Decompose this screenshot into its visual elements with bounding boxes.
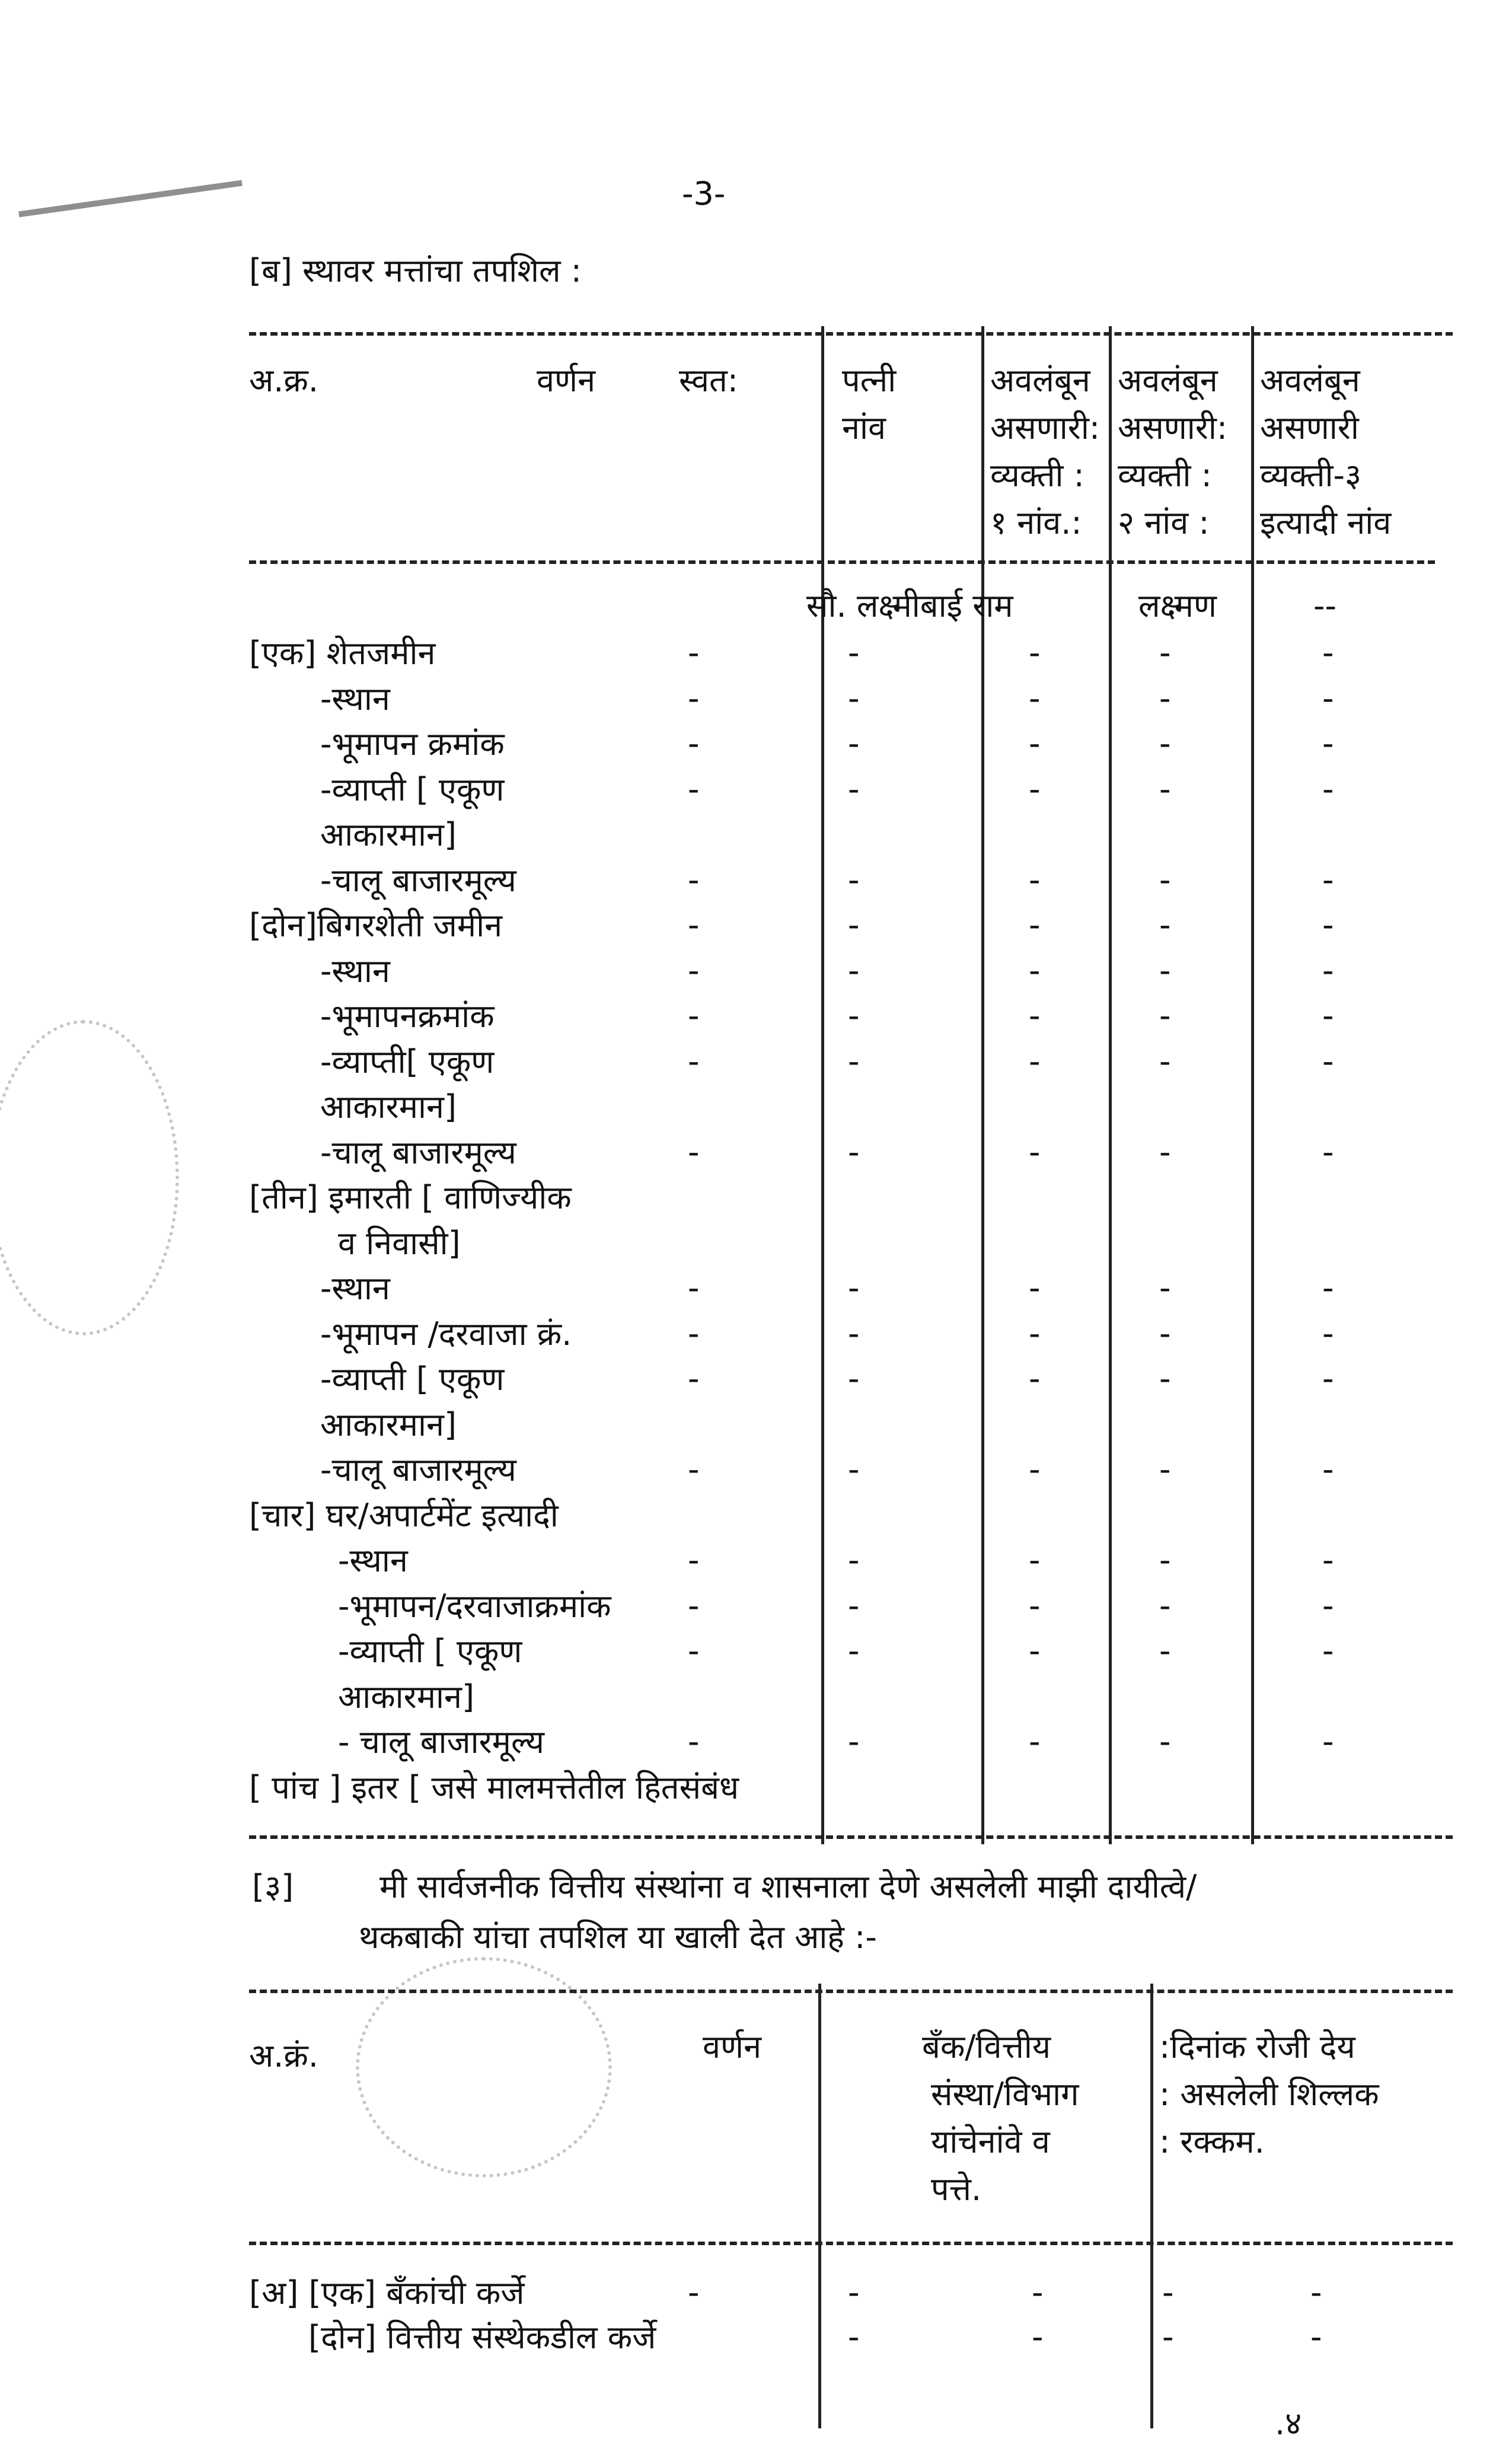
liabilities-header-rule (249, 2242, 1453, 2245)
empty-cell-dash: - (1322, 680, 1334, 717)
section-3-text-line2: थकबाकी यांचा तपशिल या खाली देत आहे :- (359, 1918, 877, 1956)
empty-cell-dash: - (688, 906, 700, 943)
empty-cell-dash: - (688, 1315, 700, 1352)
col-header-desc: वर्णन (537, 362, 596, 399)
empty-cell-dash: - (688, 1360, 700, 1397)
col-header-dep1-3: व्यक्ती : (990, 457, 1084, 494)
empty-cell-dash: - (848, 1541, 860, 1579)
empty-cell-dash: - (1322, 725, 1334, 762)
col-header-dep3-2: असणारी (1260, 409, 1359, 447)
asset-row-label: आकारमान] (338, 1678, 475, 1716)
asset-row-label: -व्याप्ती [ एकूण (338, 1633, 522, 1670)
empty-cell-dash: - (848, 1269, 860, 1306)
liab-header-balance-1: :दिनांक रोजी देय (1159, 2028, 1355, 2065)
asset-row-label: [दोन]बिगरशेती जमीन (249, 907, 503, 944)
empty-cell-dash: - (848, 1360, 860, 1397)
empty-cell-dash: - (1029, 861, 1041, 898)
asset-row-label: -भूमापन /दरवाजा क्रं. (320, 1315, 572, 1353)
empty-cell-dash: - (848, 1043, 860, 1080)
empty-cell-dash: - (1029, 725, 1041, 762)
empty-cell-dash: - (1029, 1587, 1041, 1624)
scan-smudge (18, 180, 243, 218)
empty-cell-dash: - (1029, 952, 1041, 989)
liab-header-bank-3: यांचेनांवे व (931, 2123, 1050, 2160)
col-header-dep3-4: इत्यादी नांव (1260, 504, 1392, 541)
asset-row-label: [ पांच ] इतर [ जसे मालमत्तेतील हितसंबंध (249, 1769, 739, 1806)
liability-row-label: [दोन] वित्तीय संस्थेकडील कर्जे (308, 2319, 656, 2356)
empty-cell-dash: - (1159, 997, 1171, 1034)
section-3-number: [३] (252, 1868, 294, 1905)
empty-cell-dash: - (688, 725, 700, 762)
col-divider-1 (821, 326, 824, 1844)
empty-cell-dash: - (1159, 1632, 1171, 1669)
asset-row-label: -स्थान (320, 680, 390, 718)
empty-cell-dash: - (1159, 906, 1171, 943)
empty-cell-dash: - (688, 1541, 700, 1579)
empty-cell-dash: - (1310, 2318, 1322, 2355)
empty-cell-dash: - (1322, 952, 1334, 989)
section-3-text-line1: मी सार्वजनीक वित्तीय संस्थांना व शासनाला देणे असलेली माझी दायीत्वे/ (379, 1868, 1197, 1905)
empty-cell-dash: - (848, 861, 860, 898)
empty-cell-dash: - (1159, 1451, 1171, 1488)
empty-cell-dash: - (1322, 1723, 1334, 1760)
empty-cell-dash: - (1029, 906, 1041, 943)
empty-cell-dash: - (1159, 1541, 1171, 1579)
empty-cell-dash: - (848, 1133, 860, 1171)
page-number: -3- (682, 175, 726, 212)
empty-cell-dash: - (848, 770, 860, 808)
empty-cell-dash: - (1322, 861, 1334, 898)
empty-cell-dash: - (1310, 2274, 1322, 2311)
empty-cell-dash: - (1029, 1632, 1041, 1669)
empty-cell-dash: - (1159, 680, 1171, 717)
empty-cell-dash: - (688, 1451, 700, 1488)
col-header-sr: अ.क्र. (249, 362, 319, 399)
liab-header-desc: वर्णन (703, 2028, 762, 2065)
empty-cell-dash: - (688, 997, 700, 1034)
col-divider-4 (1251, 326, 1254, 1844)
liab-header-bank-4: पत्ते. (931, 2170, 982, 2208)
asset-row-label: आकारमान] (320, 816, 457, 853)
empty-cell-dash: - (1032, 2274, 1044, 2311)
empty-cell-dash: - (1162, 2274, 1174, 2311)
empty-cell-dash: - (1029, 1269, 1041, 1306)
asset-row-label: [एक] शेतजमीन (249, 635, 436, 672)
empty-cell-dash: - (1322, 1451, 1334, 1488)
empty-cell-dash: - (848, 2274, 860, 2311)
empty-cell-dash: - (1029, 1315, 1041, 1352)
liab-col-divider-1 (818, 1984, 821, 2428)
empty-cell-dash: - (1322, 1043, 1334, 1080)
seal-stamp-left (0, 1020, 179, 1335)
empty-cell-dash: - (1029, 1541, 1041, 1579)
asset-row-label: -स्थान (338, 1542, 408, 1579)
section-b-heading: [ब] स्थावर मत्तांचा तपशिल : (249, 252, 582, 289)
asset-row-label: व निवासी] (338, 1225, 461, 1262)
empty-cell-dash: - (688, 952, 700, 989)
empty-cell-dash: - (688, 2274, 700, 2311)
empty-cell-dash: - (1159, 861, 1171, 898)
table-bottom-rule (249, 1835, 1453, 1839)
empty-cell-dash: - (1159, 952, 1171, 989)
empty-cell-dash: - (1322, 1360, 1334, 1397)
empty-cell-dash: - (848, 1632, 860, 1669)
empty-cell-dash: - (1159, 770, 1171, 808)
col-header-dep2-1: अवलंबून (1118, 362, 1218, 399)
asset-row-label: [चार] घर/अपार्टमेंट इत्यादी (249, 1497, 559, 1534)
asset-row-label: -व्याप्ती[ एकूण (320, 1043, 495, 1080)
col-header-self: स्वत: (679, 362, 739, 399)
empty-cell-dash: - (848, 997, 860, 1034)
col-header-wife-2: नांव (842, 409, 886, 447)
empty-cell-dash: - (1159, 1587, 1171, 1624)
col-header-dep2-3: व्यक्ती : (1118, 457, 1212, 494)
empty-cell-dash: - (1029, 1451, 1041, 1488)
empty-cell-dash: - (688, 861, 700, 898)
empty-cell-dash: - (688, 1632, 700, 1669)
liabilities-top-rule (249, 1990, 1453, 1993)
liab-col-divider-2 (1150, 1984, 1153, 2428)
empty-cell-dash: - (848, 2318, 860, 2355)
col-divider-3 (1109, 326, 1112, 1844)
empty-cell-dash: - (1029, 1360, 1041, 1397)
dep2-name: लक्ष्मण (1138, 587, 1217, 624)
empty-cell-dash: - (1322, 906, 1334, 943)
asset-row-label: -चालू बाजारमूल्य (320, 1134, 516, 1171)
empty-cell-dash: - (688, 1269, 700, 1306)
empty-cell-dash: - (1029, 1133, 1041, 1171)
col-header-dep3-1: अवलंबून (1260, 362, 1360, 399)
asset-row-label: -व्याप्ती [ एकूण (320, 1360, 505, 1398)
asset-row-label: आकारमान] (320, 1406, 457, 1443)
empty-cell-dash: - (848, 680, 860, 717)
empty-cell-dash: - (1159, 1315, 1171, 1352)
liab-header-sr: अ.क्रं. (249, 2037, 319, 2074)
empty-cell-dash: - (688, 1043, 700, 1080)
col-header-dep1-4: १ नांव.: (990, 504, 1082, 541)
page-footer-mark: .४ (1275, 2405, 1302, 2442)
asset-row-label: -चालू बाजारमूल्य (320, 1451, 516, 1488)
table-header-rule (249, 560, 1435, 564)
empty-cell-dash: - (1322, 1133, 1334, 1171)
empty-cell-dash: - (848, 725, 860, 762)
asset-row-label: -भूमापन क्रमांक (320, 725, 505, 763)
empty-cell-dash: - (1322, 770, 1334, 808)
liab-header-bank-1: बँक/वित्तीय (922, 2028, 1051, 2065)
empty-cell-dash: - (1322, 1269, 1334, 1306)
asset-row-label: आकारमान] (320, 1088, 457, 1126)
empty-cell-dash: - (688, 1587, 700, 1624)
empty-cell-dash: - (848, 952, 860, 989)
liab-header-balance-2: : असलेली शिल्लक (1159, 2076, 1379, 2113)
empty-cell-dash: - (688, 1723, 700, 1760)
empty-cell-dash: - (1322, 1587, 1334, 1624)
empty-cell-dash: - (848, 1723, 860, 1760)
asset-row-label: -भूमापन/दरवाजाक्रमांक (338, 1587, 611, 1625)
empty-cell-dash: - (688, 1133, 700, 1171)
col-header-dep1-1: अवलंबून (990, 362, 1090, 399)
empty-cell-dash: - (1032, 2318, 1044, 2355)
empty-cell-dash: - (1159, 725, 1171, 762)
asset-row-label: [तीन] इमारती [ वाणिज्यीक (249, 1179, 572, 1216)
empty-cell-dash: - (1322, 634, 1334, 671)
col-header-dep3-3: व्यक्ती-३ (1260, 457, 1362, 494)
empty-cell-dash: - (1159, 1133, 1171, 1171)
asset-row-label: -स्थान (320, 1270, 390, 1307)
empty-cell-dash: - (1029, 634, 1041, 671)
empty-cell-dash: - (1322, 1632, 1334, 1669)
empty-cell-dash: - (848, 1587, 860, 1624)
empty-cell-dash: - (848, 1315, 860, 1352)
empty-cell-dash: - (1322, 1315, 1334, 1352)
empty-cell-dash: - (1159, 1269, 1171, 1306)
col-header-dep2-2: असणारी: (1118, 409, 1228, 447)
asset-row-label: -स्थान (320, 952, 390, 990)
empty-cell-dash: - (1162, 2318, 1174, 2355)
empty-cell-dash: - (1159, 1723, 1171, 1760)
empty-cell-dash: - (1159, 1043, 1171, 1080)
empty-cell-dash: - (1029, 770, 1041, 808)
liab-header-balance-3: : रक्कम. (1159, 2123, 1265, 2160)
table-top-rule (249, 332, 1453, 336)
liab-header-bank-2: संस्था/विभाग (931, 2076, 1079, 2113)
empty-cell-dash: - (1029, 1723, 1041, 1760)
wife-name: सौ. लक्ष्मीबाई राम (806, 587, 1013, 624)
asset-row-label: - चालू बाजारमूल्य (338, 1723, 544, 1761)
col-header-dep2-4: २ नांव : (1118, 504, 1210, 541)
empty-cell-dash: - (688, 634, 700, 671)
empty-cell-dash: - (848, 906, 860, 943)
empty-cell-dash: - (1159, 634, 1171, 671)
dep3-name: -- (1313, 587, 1336, 624)
col-divider-2 (981, 326, 984, 1844)
empty-cell-dash: - (688, 680, 700, 717)
col-header-wife-1: पत्नी (842, 362, 897, 399)
empty-cell-dash: - (1029, 997, 1041, 1034)
col-header-dep1-2: असणारी: (990, 409, 1100, 447)
empty-cell-dash: - (1322, 997, 1334, 1034)
empty-cell-dash: - (1029, 680, 1041, 717)
empty-cell-dash: - (688, 770, 700, 808)
empty-cell-dash: - (1322, 1541, 1334, 1579)
empty-cell-dash: - (1029, 1043, 1041, 1080)
empty-cell-dash: - (848, 1451, 860, 1488)
asset-row-label: -भूमापनक्रमांक (320, 997, 495, 1035)
empty-cell-dash: - (848, 634, 860, 671)
liability-row-label: [अ] [एक] बँकांची कर्जे (249, 2274, 525, 2312)
asset-row-label: -व्याप्ती [ एकूण (320, 771, 505, 808)
asset-row-label: -चालू बाजारमूल्य (320, 862, 516, 899)
empty-cell-dash: - (1159, 1360, 1171, 1397)
